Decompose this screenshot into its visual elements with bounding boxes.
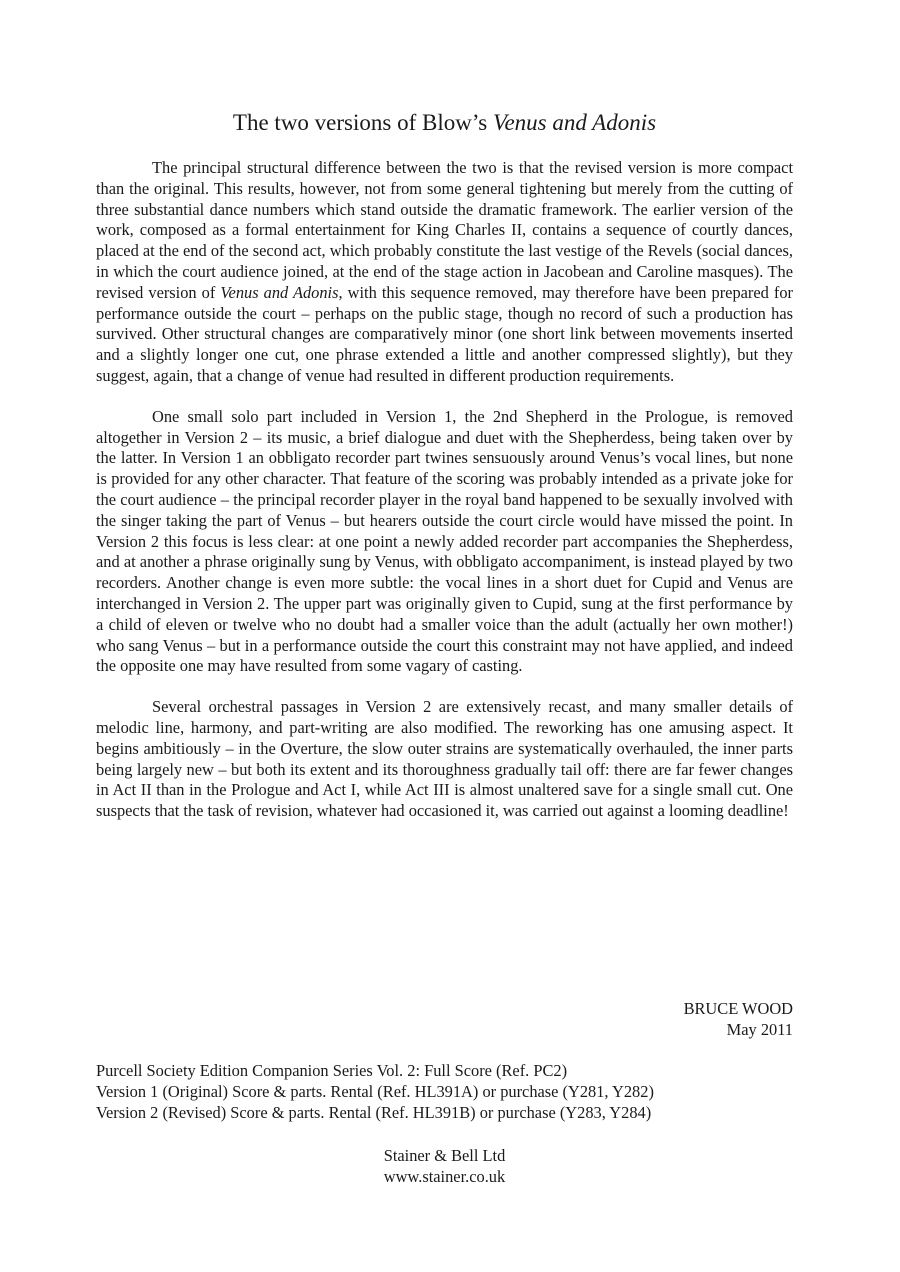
author-name: BRUCE WOOD xyxy=(683,999,793,1018)
reference-line-2: Version 1 (Original) Score & parts. Rental (Ref. HL391A) or purchase (Y281, Y282) xyxy=(96,1082,654,1101)
article-body xyxy=(96,158,793,842)
paragraph-1-part-b: , with this sequence removed, may therefore have been prepared for performance outside the court – perhaps on the public stage, though no record of such a production has survived. Other structural changes are comparatively minor (one short link between movements inserted and a slightly longer one cut, one phrase extended a little and another compressed slightly), but they suggest, again, that a change of venue had resulted in different production requirements. xyxy=(96,282,793,385)
reference-line-3: Version 2 (Revised) Score & parts. Rental (Ref. HL391B) or purchase (Y283, Y284) xyxy=(96,1103,652,1122)
signature-block xyxy=(684,998,793,1040)
publisher-name: Stainer & Bell Ltd xyxy=(383,1146,506,1165)
title-work-name: Venus and Adonis xyxy=(492,110,657,135)
paragraph-1-part-a: The principal structural difference between the two is that the revised version is more compact than the original. This results, however, not from some general tightening but merely from the cutting of three substantial dance numbers which stand outside the dramatic framework. The earlier version of the work, composed as a formal entertainment for King Charles II, contains a sequence of courtly dances, placed at the end of the second act, which probably constitute the last vestige of the Revels (social dances, in which the court audience joined, at the end of the stage action in Jacobean and Caroline masques). The revised version of xyxy=(96,158,793,302)
title-prefix: The two versions of Blow’s xyxy=(232,110,493,135)
paragraph-2: One small solo part included in Version 1, the 2nd Shepherd in the Prologue, is removed altogether in Version 2 – its music, a brief dialogue and duet with the Shepherdess, being taken over by the latter. In Version 1 an obbligato recorder part twines sensuously around Venus’s vocal lines, but none is provided for any other character. That feature of the scoring was probably intended as a private joke for the court audience – the principal recorder player in the royal band happened to be sexually involved with the singer taking the part of Venus – but hearers outside the court circle would have missed the point. In Version 2 this focus is less clear: at one point a newly added recorder part accompanies the Shepherdess, and at another a phrase originally sung by Venus, with obbligato accompaniment, is instead played by two recorders. Another change is even more subtle: the vocal lines in a short duet for Cupid and Venus are interchanged in Version 2. The upper part was originally given to Cupid, sung at the first performance by a child of eleven or twelve who no doubt had a smaller voice than the adult (actually her own mother!) who sang Venus – but in a performance outside the court this constraint may not have applied, and indeed the opposite one may have resulted from some vagary of casting. xyxy=(96,406,793,676)
paragraph-1-work-name: Venus and Adonis xyxy=(220,282,339,302)
publisher-block xyxy=(96,1145,793,1187)
signature-date: May 2011 xyxy=(726,1020,793,1039)
page-title xyxy=(96,108,793,138)
paragraph-1 xyxy=(96,158,793,387)
publisher-website: www.stainer.co.uk xyxy=(383,1167,506,1186)
paragraph-3: Several orchestral passages in Version 2 are extensively recast, and many smaller details of melodic line, harmony, and part-writing are also modified. The reworking has one amusing aspect. It begins ambitiously – in the Overture, the slow outer strains are systematically overhauled, the inner parts being largely new – but both its extent and its thoroughness gradually tail off: there are far fewer changes in Act II than in the Prologue and Act I, while Act III is almost unaltered save for a single small cut. One suspects that the task of revision, whatever had occasioned it, was carried out against a looming deadline! xyxy=(96,697,793,821)
reference-list xyxy=(96,1060,654,1123)
reference-line-1: Purcell Society Edition Companion Series Vol. 2: Full Score (Ref. PC2) xyxy=(96,1061,568,1080)
